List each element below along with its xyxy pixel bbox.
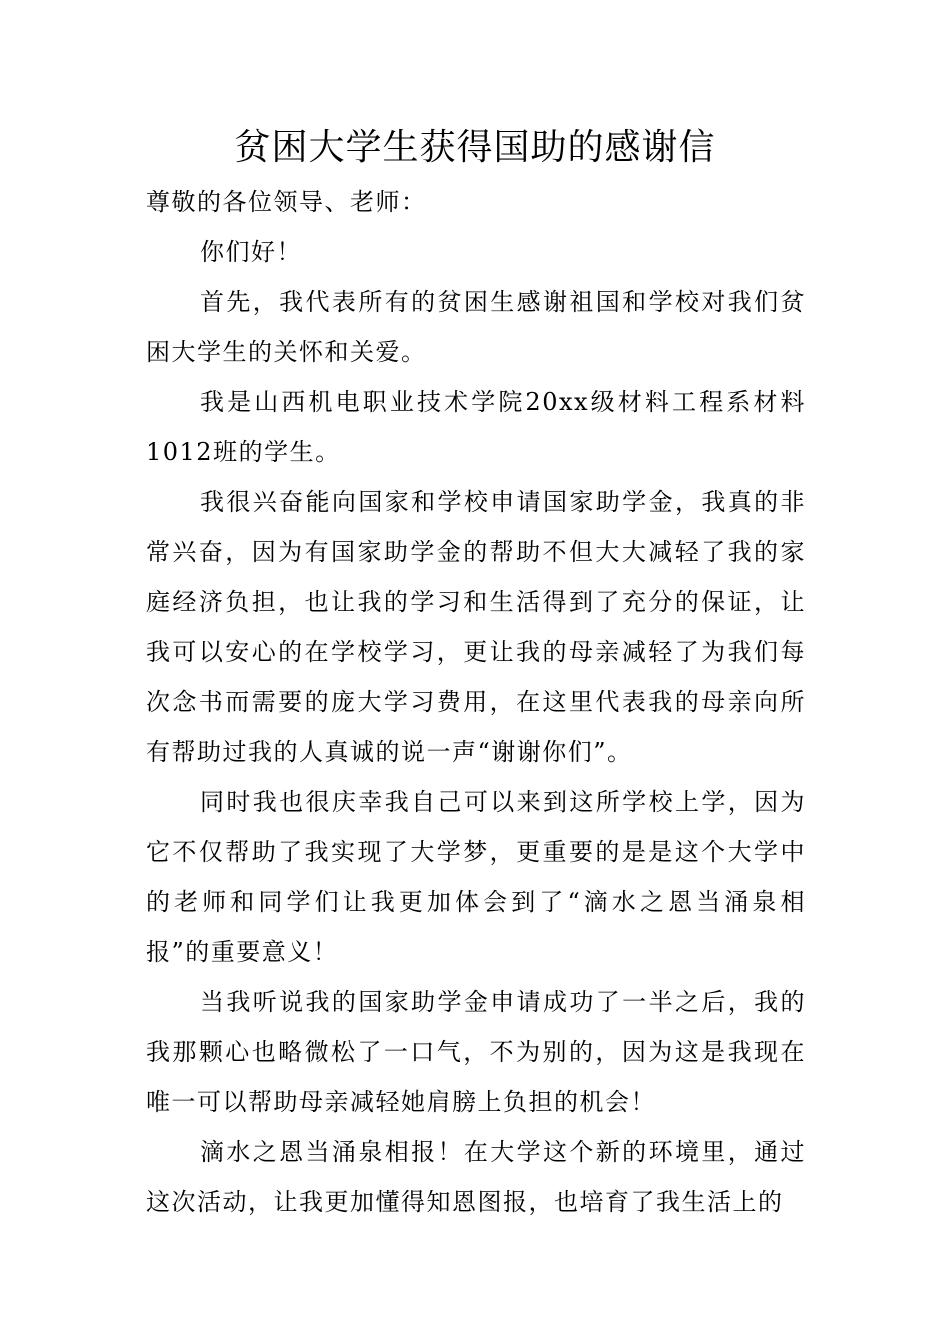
paragraph-repay-kindness: 滴水之恩当涌泉相报！在大学这个新的环境里，通过这次活动，让我更加懂得知恩图报，也培育了我生活上的 (146, 1138, 806, 1216)
paragraph-grant-joy: 我很兴奋能向国家和学校申请国家助学金，我真的非常兴奋，因为有国家助学金的帮助不但大大减轻了我的家庭经济负担，也让我的学习和生活得到了充分的保证，让我可以安心的在学校学习，更让我的母亲减轻了为我们每次念书而需要的庞大学习费用，在这里代表我的母亲向所有帮助过我的人真诚的说一声“谢谢你们”。 (146, 488, 806, 766)
letter-body (146, 177, 806, 1227)
paragraph-thanks: 首先，我代表所有的贫困生感谢祖国和学校对我们贫困大学生的关怀和关爱。 (146, 288, 806, 366)
paragraph-school-gratitude: 同时我也很庆幸我自己可以来到这所学校上学，因为它不仅帮助了我实现了大学梦，更重要的是是这个大学中的老师和同学们让我更加体会到了“滴水之恩当涌泉相报”的重要意义！ (146, 788, 806, 966)
paragraph-introduction: 我是山西机电职业技术学院20xx级材料工程系材料1012班的学生。 (146, 388, 806, 466)
document-title: 贫困大学生获得国助的感谢信 (234, 127, 716, 168)
paragraph-relief: 当我听说我的国家助学金申请成功了一半之后，我的我那颗心也略微松了一口气，不为别的，因为这是我现在唯一可以帮助母亲减轻她肩膀上负担的机会！ (146, 988, 806, 1116)
salutation: 尊敬的各位领导、老师： (146, 188, 427, 216)
paragraph-greeting: 你们好！ (200, 238, 302, 266)
